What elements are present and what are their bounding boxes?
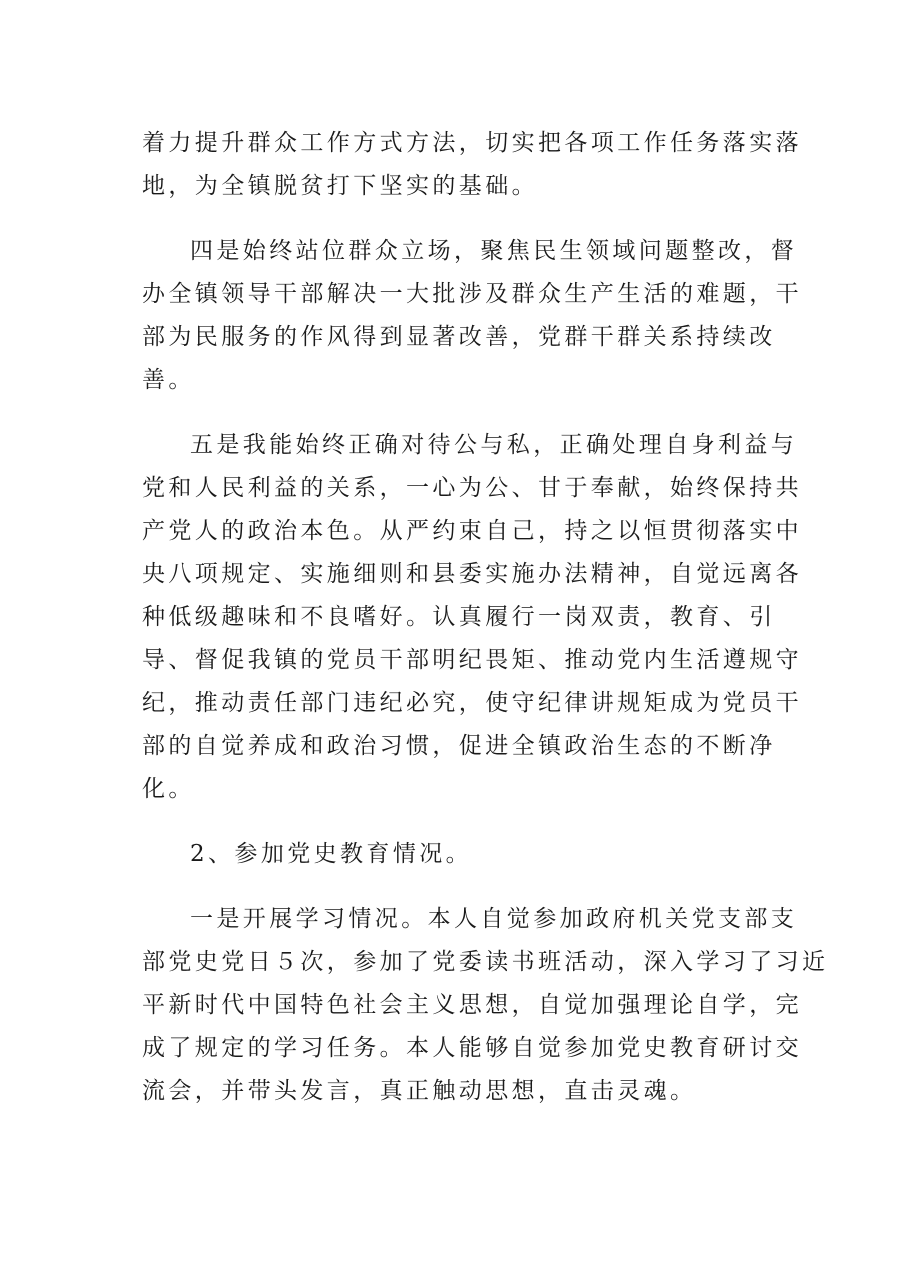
paragraph-continuation: [142, 122, 802, 208]
text-line: 五是我能始终正确对待公与私，正确处理自身利益与: [190, 432, 798, 458]
text-line: 党和人民利益的关系，一心为公、甘于奉献，始终保持共: [142, 475, 802, 501]
text-line: 成了规定的学习任务。本人能够自觉参加党史教育研讨交: [142, 1035, 802, 1061]
text-line: 化。: [142, 776, 195, 802]
text-line: 善。: [142, 367, 195, 393]
text-line: 纪，推动责任部门违纪必究，使守纪律讲规矩成为党员干: [142, 690, 802, 716]
text-line: 部的自觉养成和政治习惯，促进全镇政治生态的不断净: [142, 733, 776, 759]
paragraph-point-four: [142, 230, 802, 402]
text-line: 央八项规定、实施细则和县委实施办法精神，自觉远离各: [142, 561, 802, 587]
text-line: 导、督促我镇的党员干部明纪畏矩、推动党内生活遵规守: [142, 647, 802, 673]
paragraph-point-five: [142, 424, 802, 811]
text-line: 平新时代中国特色社会主义思想，自觉加强理论自学，完: [142, 992, 802, 1018]
text-line: 一是开展学习情况。本人自觉参加政府机关党支部支: [190, 906, 798, 932]
text-line: 部党史党日５次，参加了党委读书班活动，深入学习了习近: [142, 949, 829, 975]
text-line: 种低级趣味和不良嗜好。认真履行一岗双责，教育、引: [142, 604, 776, 630]
document-body: [142, 122, 829, 1135]
text-line: 2、参加党史教育情况。: [190, 841, 473, 867]
text-line: 着力提升群众工作方式方法，切实把各项工作任务落实落: [142, 130, 802, 156]
text-line: 部为民服务的作风得到显著改善，党群干群关系持续改: [142, 324, 776, 350]
text-line: 地，为全镇脱贫打下坚实的基础。: [142, 173, 538, 199]
text-line: 办全镇领导干部解决一大批涉及群众生产生活的难题，干: [142, 281, 802, 307]
text-line: 产党人的政治本色。从严约束自己，持之以恒贯彻落实中: [142, 518, 802, 544]
text-line: 流会，并带头发言，真正触动思想，直击灵魂。: [142, 1078, 697, 1104]
paragraph-point-one: [142, 898, 829, 1113]
text-line: 四是始终站位群众立场，聚焦民生领域问题整改，督: [190, 238, 798, 264]
section-heading: [142, 833, 782, 876]
